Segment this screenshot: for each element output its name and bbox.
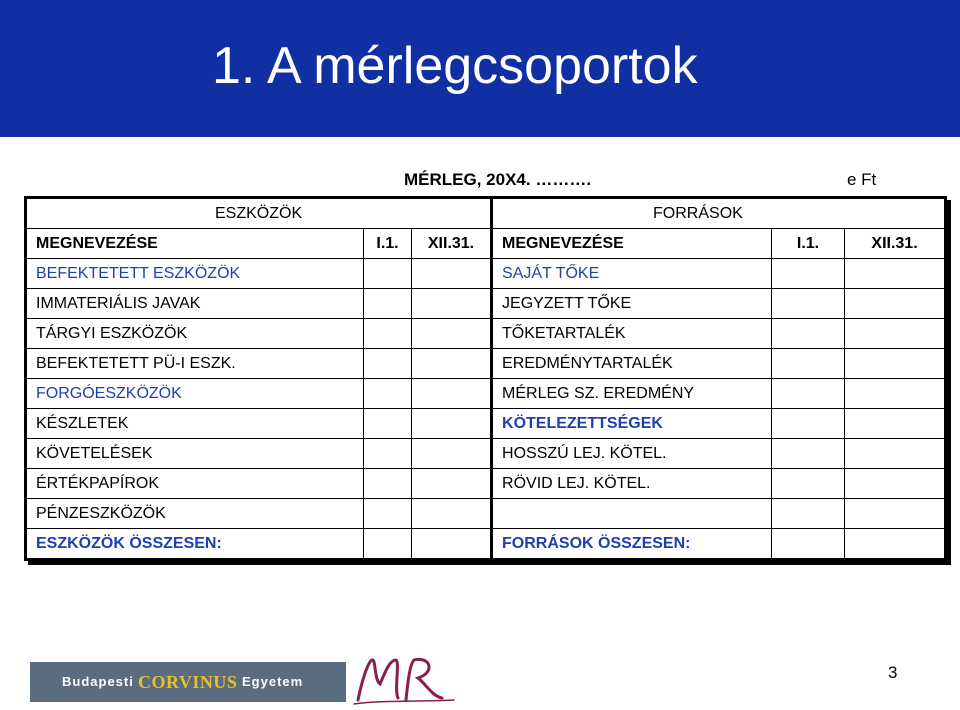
table-row [26, 469, 946, 499]
assets-total-label: ESZKÖZÖK ÖSSZESEN: [26, 529, 364, 560]
table-row [26, 349, 946, 379]
balance-sheet-table [24, 196, 947, 561]
row-label-left: KÖVETELÉSEK [26, 439, 364, 469]
row-label-left: PÉNZESZKÖZÖK [26, 499, 364, 529]
column-header-row [26, 229, 946, 259]
col-end-right: XII.31. [845, 229, 946, 259]
row-label-right: JEGYZETT TŐKE [492, 289, 772, 319]
table-row [26, 379, 946, 409]
unit-label: e Ft [847, 170, 877, 189]
liabilities-header: FORRÁSOK [492, 198, 946, 229]
logo-budapesti-text: Budapesti [62, 674, 134, 689]
assets-header: ESZKÖZÖK [26, 198, 492, 229]
liabilities-total-label: FORRÁSOK ÖSSZESEN: [492, 529, 772, 560]
row-label-right: TŐKETARTALÉK [492, 319, 772, 349]
slide-title: 1. A mérlegcsoportok [212, 37, 698, 95]
table-row [26, 529, 946, 560]
col-start-right: I.1. [772, 229, 845, 259]
section-header-row [26, 198, 946, 229]
col-name-left: MEGNEVEZÉSE [26, 229, 364, 259]
row-label-right: HOSSZÚ LEJ. KÖTEL. [492, 439, 772, 469]
equity-heading: SAJÁT TŐKE [492, 259, 772, 289]
logo-egyetem-text: Egyetem [242, 674, 304, 689]
page-number: 3 [888, 663, 898, 682]
row-label-left: ÉRTÉKPAPÍROK [26, 469, 364, 499]
col-end-left: XII.31. [412, 229, 492, 259]
table-row [26, 409, 946, 439]
logo-corvinus-text: CORVINUS [138, 672, 238, 692]
table-row [26, 319, 946, 349]
liabilities-heading: KÖTELEZETTSÉGEK [492, 409, 772, 439]
col-start-left: I.1. [364, 229, 412, 259]
current-assets-heading: FORGÓESZKÖZÖK [26, 379, 364, 409]
row-label-left: TÁRGYI ESZKÖZÖK [26, 319, 364, 349]
row-label-right: EREDMÉNYTARTALÉK [492, 349, 772, 379]
row-label-left: BEFEKTETETT PÜ-I ESZK. [26, 349, 364, 379]
table-row [26, 289, 946, 319]
col-name-right: MEGNEVEZÉSE [492, 229, 772, 259]
table-row [26, 439, 946, 469]
row-label-left: KÉSZLETEK [26, 409, 364, 439]
row-label-right [492, 499, 772, 529]
title-bar [0, 0, 960, 137]
table-row [26, 499, 946, 529]
fixed-assets-heading: BEFEKTETETT ESZKÖZÖK [26, 259, 364, 289]
table-row [26, 259, 946, 289]
corvinus-logo [30, 662, 346, 702]
row-label-right: MÉRLEG SZ. EREDMÉNY [492, 379, 772, 409]
mr-monogram-logo [350, 650, 460, 708]
balance-sheet-caption: MÉRLEG, 20X4. ………. [404, 170, 592, 189]
row-label-right: RÖVID LEJ. KÖTEL. [492, 469, 772, 499]
row-label-left: IMMATERIÁLIS JAVAK [26, 289, 364, 319]
